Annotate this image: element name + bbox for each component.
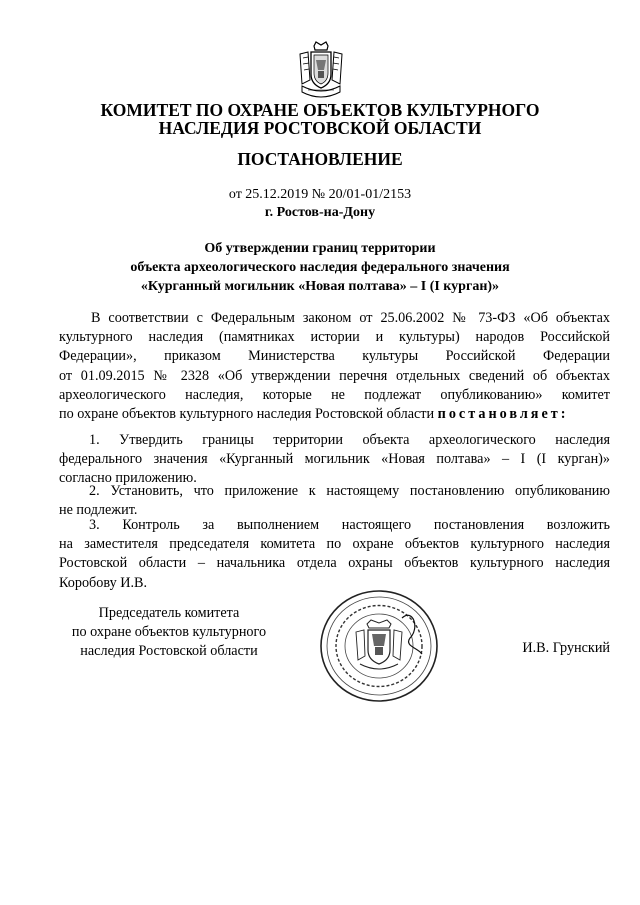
preamble-paragraph <box>59 309 610 424</box>
preamble-line: В соответствии с Федеральным законом от 25.06.2002 № 73-ФЗ «Об объектах <box>91 310 610 326</box>
preamble-line: археологического наследия, которые не подлежат опубликованию» комитет <box>59 386 610 403</box>
signatory-title <box>59 604 279 661</box>
resolves-emphasis: постановляет: <box>437 406 569 423</box>
signatory-title-line: наследия Ростовской области <box>80 643 258 659</box>
item-line: Коробову И.В. <box>59 574 148 591</box>
signatory-title-line: Председатель комитета <box>98 605 240 621</box>
item-line: 3. Контроль за выполнением настоящего постановления возложить <box>89 517 610 533</box>
item-1-paragraph <box>59 431 610 489</box>
preamble-line: Федерации», приказом Министерства культуры Российской Федерации <box>59 348 610 365</box>
preamble-line: по охране объектов культурного наследия Ростовской области <box>59 406 435 423</box>
preamble-line-final <box>59 405 610 424</box>
document-type: ПОСТАНОВЛЕНИЕ <box>237 149 403 169</box>
document-date-number: от 25.12.2019 № 20/01-01/2153 <box>228 187 412 202</box>
item-line: 2. Установить, что приложение к настоящему постановлению опубликованию <box>89 483 610 499</box>
item-line: 1. Утвердить границы территории объекта археологического наследия <box>89 432 610 448</box>
organization-name-line2: НАСЛЕДИЯ РОСТОВСКОЙ ОБЛАСТИ <box>158 118 482 138</box>
document-city: г. Ростов-на-Дону <box>264 205 376 220</box>
item-3-paragraph <box>59 516 610 593</box>
preamble-line: от 01.09.2015 № 2328 «Об утверждении перечня отдельных сведений об объектах <box>59 367 610 384</box>
organization-name-line1: КОМИТЕТ ПО ОХРАНЕ ОБЪЕКТОВ КУЛЬТУРНОГО <box>100 100 540 120</box>
subject-line2: объекта археологического наследия федерального значения <box>130 260 510 275</box>
coat-of-arms-icon <box>294 40 348 104</box>
item-line: не подлежит. <box>59 502 138 519</box>
signatory-title-line: по охране объектов культурного <box>71 624 267 640</box>
item-line: федерального значения «Курганный могильник «Новая полтава» – I (I курган)» <box>59 451 610 468</box>
subject-line1: Об утверждении границ территории <box>204 241 436 256</box>
signatory-name: И.В. Грунский <box>522 640 610 656</box>
official-seal-icon <box>318 588 440 704</box>
preamble-line: культурного наследия (памятниках истории и культуры) народов Российской <box>59 329 610 346</box>
item-line: согласно приложению. <box>59 470 197 487</box>
item-line: Ростовской области – начальника отдела охраны объектов культурного наследия <box>59 555 610 572</box>
subject-line3: «Курганный могильник «Новая полтава» – I (I курган)» <box>140 279 500 294</box>
item-2-paragraph <box>59 482 610 520</box>
item-line: на заместителя председателя комитета по охране объектов культурного наследия <box>59 536 610 553</box>
